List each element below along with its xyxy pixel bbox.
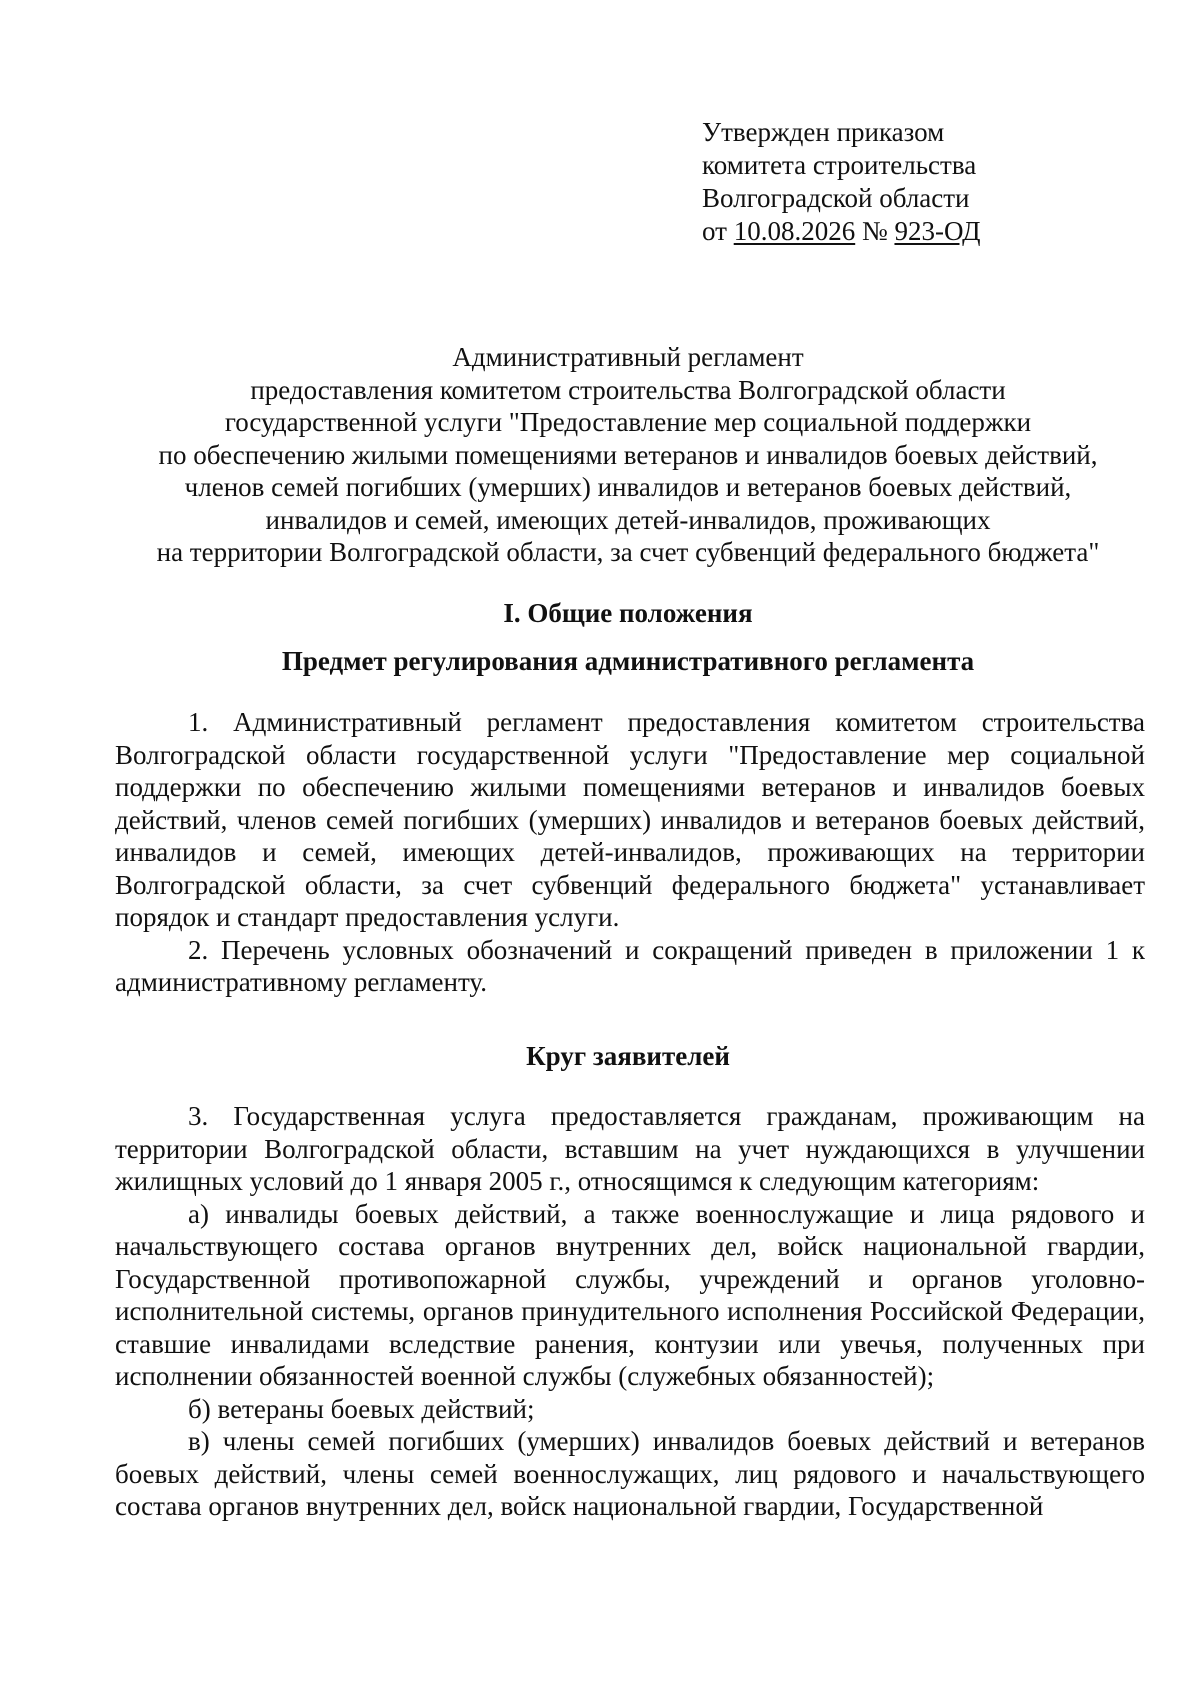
approval-line-1: Утвержден приказом — [702, 117, 945, 147]
paragraph-3: 3. Государственная услуга предоставляется гражданам, проживающим на территории Волгоградской области, вставшим на учет нуждающихся в улучшении жилищных условий до 1 января 2005 г., относящимся к следующим категориям: — [115, 1101, 1145, 1196]
approval-date-prefix: от — [702, 216, 734, 246]
title-line-1: Административный регламент — [452, 342, 804, 372]
approval-stamp-block — [702, 116, 1122, 248]
approval-number-sign: № — [855, 216, 895, 246]
title-line-6: инвалидов и семей, имеющих детей-инвалидов, проживающих — [265, 504, 991, 535]
section-heading-general: I. Общие положения — [503, 598, 753, 628]
applicants-body — [115, 1100, 1145, 1523]
paragraph-2: 2. Перечень условных обозначений и сокращений приведен в приложении 1 к административному регламенту. — [115, 934, 1145, 997]
approval-line-2: комитета строительства — [702, 150, 977, 180]
title-line-2: предоставления комитетом строительства Волгоградской области — [250, 374, 1006, 405]
subheading-subject-of-regulation: Предмет регулирования административного регламента — [281, 646, 975, 676]
approval-line-4 — [702, 215, 1122, 248]
approval-date: 10.08.2026 — [733, 216, 856, 246]
approval-line-3: Волгоградской области — [702, 183, 970, 213]
paragraph-3a: а) инвалиды боевых действий, а также военнослужащие и лица рядового и начальствующего состава органов внутренних дел, войск национальной гвардии, Государственной противопожарной службы, учреждений и органов уголовно-исполнительной системы, органов принудительного исполнения Российской Федерации, ставшие инвалидами вследствие ранения, контузии или увечья, полученных при исполнении обязанностей военной службы (служебных обязанностей); — [115, 1198, 1145, 1391]
title-line-3: государственной услуги "Предоставление мер социальной поддержки — [224, 407, 1032, 437]
subheading-applicants: Круг заявителей — [526, 1041, 730, 1071]
title-line-4: по обеспечению жилыми помещениями ветеранов и инвалидов боевых действий, — [158, 439, 1098, 470]
paragraph-3b: б) ветераны боевых действий; — [188, 1393, 535, 1424]
title-line-7: на территории Волгоградской области, за счет субвенций федерального бюджета" — [156, 537, 1100, 567]
section1-body — [115, 706, 1145, 999]
approval-number: 923-ОД — [894, 216, 981, 246]
paragraph-1: 1. Административный регламент предоставления комитетом строительства Волгоградской области государственной услуги "Предоставление мер социальной поддержки по обеспечению жилыми помещениями ветеранов и инвалидов боевых действий, членов семей погибших (умерших) инвалидов и ветеранов боевых действий, инвалидов и семей, имеющих детей-инвалидов, проживающих на территории Волгоградской области, за счет субвенций федерального бюджета" устанавливает порядок и стандарт предоставления услуги. — [115, 707, 1145, 932]
title-line-5: членов семей погибших (умерших) инвалидов и ветеранов боевых действий, — [184, 472, 1072, 502]
paragraph-3c: в) члены семей погибших (умерших) инвалидов боевых действий и ветеранов боевых действий, члены семей военнослужащих, лиц рядового и начальствующего состава органов внутренних дел, войск национальной гвардии, Государственной — [115, 1426, 1145, 1521]
document-title — [108, 341, 1148, 569]
